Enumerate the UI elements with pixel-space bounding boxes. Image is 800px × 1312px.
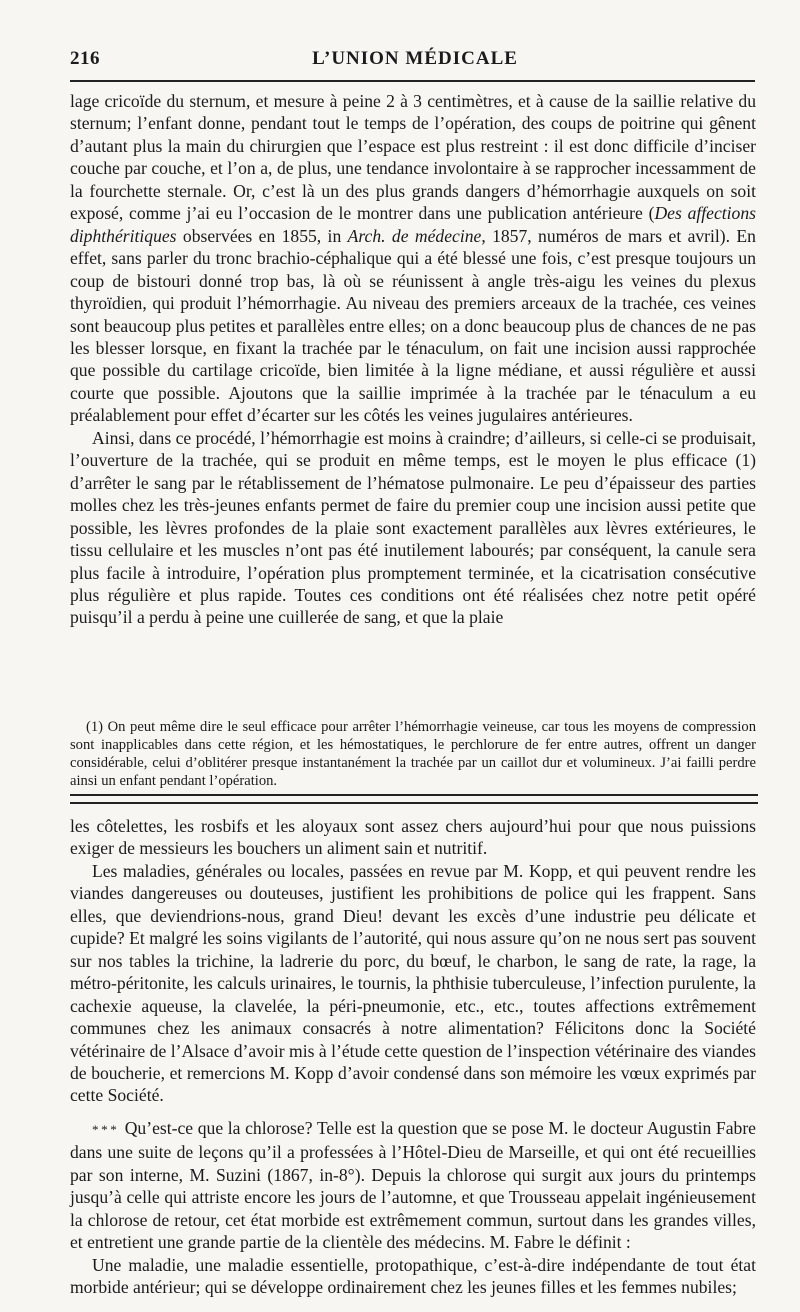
article-bottom-section: [70, 815, 756, 1299]
paragraph: [70, 1117, 756, 1254]
running-title: L’UNION MÉDICALE: [312, 48, 518, 69]
paragraph: Une maladie, une maladie essentielle, protopathique, c’est-à-dire indépendante de tout état morbide antérieur; qui se développe ordinairement chez les jeunes filles et les femmes nubiles;: [70, 1254, 756, 1298]
paragraph: Les maladies, générales ou locales, passées en revue par M. Kopp, et qui peuvent rendre les viandes dangereuses ou douteuses, justifient les prohibitions de police qui les frappent. Sans elles, que deviendrions-nous, grand Dieu! devant les excès d’une industrie peu délicate et cupide? Et malgré les soins vigilants de l’autorité, qui nous assure qu’on ne nous sert pas souvent sur nos tables la trichine, la ladrerie du porc, du bœuf, le charbon, le sang de rate, la rage, la métro-péritonite, les calculs urinaires, le tournis, la phthisie tuberculeuse, l’infection purulente, la cachexie aqueuse, la clavelée, la péri-pneumonie, etc., etc., toutes affections extrêmement communes chez les animaux consacrés à notre alimentation? Félicitons donc la Société vétérinaire de l’Alsace d’avoir mis à l’étude cette question de l’inspection vétérinaire des viandes de boucherie, et remercions M. Kopp d’avoir condensé dans son mémoire les vœux exprimés par cette Société.: [70, 860, 756, 1106]
header-rule: [70, 80, 755, 82]
article-top-section: [70, 90, 756, 629]
text-run: Qu’est-ce que la chlorose? Telle est la question que se pose M. le docteur Augustin Fabre dans une suite de leçons qu’il a professées à l’Hôtel-Dieu de Marseille, et qui ont été recueillies par son interne, M. Suzini (1867, in-8°). Depuis la chlorose qui surgit aux jours du printemps jusqu’à celle qui attriste encore les jours de l’automne, et que Trousseau appelait ingénieusement la chlorose de retour, cet état morbide est extrêmement commun, surtout dans les grandes villes, et entretient une grande partie de la clientèle des médecins. M. Fabre le définit :: [70, 1117, 756, 1253]
journal-title: Arch. de médecine: [347, 225, 482, 246]
text-run: , 1857, numéros de mars et avril). En effet, sans parler du tronc brachio-céphalique qui a été blessé une fois, c’est presque toujours un coup de bistouri donné trop bas, là où se réunissent à angle très-aigu les veines du plexus thyroïdien, qui produit l’hémorrhagie. Au niveau des premiers arceaux de la trachée, ces veines sont beaucoup plus petites et parallèles entre elles; on a donc beaucoup plus de chances de ne pas les blesser lorsque, en fixant la trachée par le ténaculum, on fait une incision aussi rapprochée que possible du cartilage cricoïde, bien limitée à la ligne médiane, et aussi régulière et aussi courte que possible. Ajoutons que la saillie imprimée à la trachée par le ténaculum a eu préalablement pour effet d’écarter sur les côtés les veines jugulaires antérieures.: [70, 225, 756, 426]
footnote: [70, 718, 756, 790]
page-header: [70, 48, 760, 76]
footnote-text: (1) On peut même dire le seul efficace pour arrêter l’hémorrhagie veineuse, car tous les moyens de compression sont inapplicables dans cette région, et les hémostatiques, le perchlorure de fer entre autres, offrent un danger considérable, celui d’oblitérer presque instantanément la trachée par un caillot dur et volumineux. J’ai failli perdre ainsi un enfant pendant l’opération.: [70, 719, 756, 789]
section-divider: [70, 794, 758, 804]
dinkus: * * *: [92, 1121, 117, 1137]
paragraph: Ainsi, dans ce procédé, l’hémorrhagie est moins à craindre; d’ailleurs, si celle-ci se produisait, l’ouverture de la trachée, qui se produit en même temps, est le moyen le plus efficace (1) d’arrêter le sang par le rétablissement de l’hématose pulmonaire. Le peu d’épaisseur des parties molles chez les très-jeunes enfants permet de faire du premier coup une incision aussi petite que possible, les lèvres profondes de la plaie sont exactement parallèles aux lèvres extérieures, le tissu cellulaire et les muscles n’ont pas été inutilement labourés; par conséquent, la canule sera plus facile à introduire, l’opération plus promptement terminée, et la cicatrisation consécutive plus régulière et plus rapide. Toutes ces conditions ont été réalisées chez notre petit opéré puisqu’il a perdu à peine une cuillerée de sang, et que la plaie: [70, 427, 756, 628]
text-run: lage cricoïde du sternum, et mesure à peine 2 à 3 centimètres, et à cause de la saillie relative du sternum; l’enfant donne, pendant tout le temps de l’opération, des coups de poitrine qui gênent d’autant plus la main du chirurgien que l’espace est plus restreint : il est donc difficile d’inciser couche par couche, et l’on a, de plus, une tendance involontaire à se rapprocher incessamment de la fourchette sternale. Or, c’est là un des plus grands dangers d’hémorrhagie auxquels on soit exposé, comme j’ai eu l’occasion de le montrer dans une publication antérieure (: [70, 91, 756, 224]
page-number: 216: [70, 48, 100, 69]
text-run: observées en 1855, in: [176, 225, 348, 246]
paragraph: les côtelettes, les rosbifs et les aloyaux sont assez chers aujourd’hui pour que nous puissions exiger de messieurs les bouchers un aliment sain et nutritif.: [70, 816, 756, 859]
paragraph: [70, 90, 756, 427]
citation-title: Des affections diphthéritiques: [70, 203, 756, 246]
